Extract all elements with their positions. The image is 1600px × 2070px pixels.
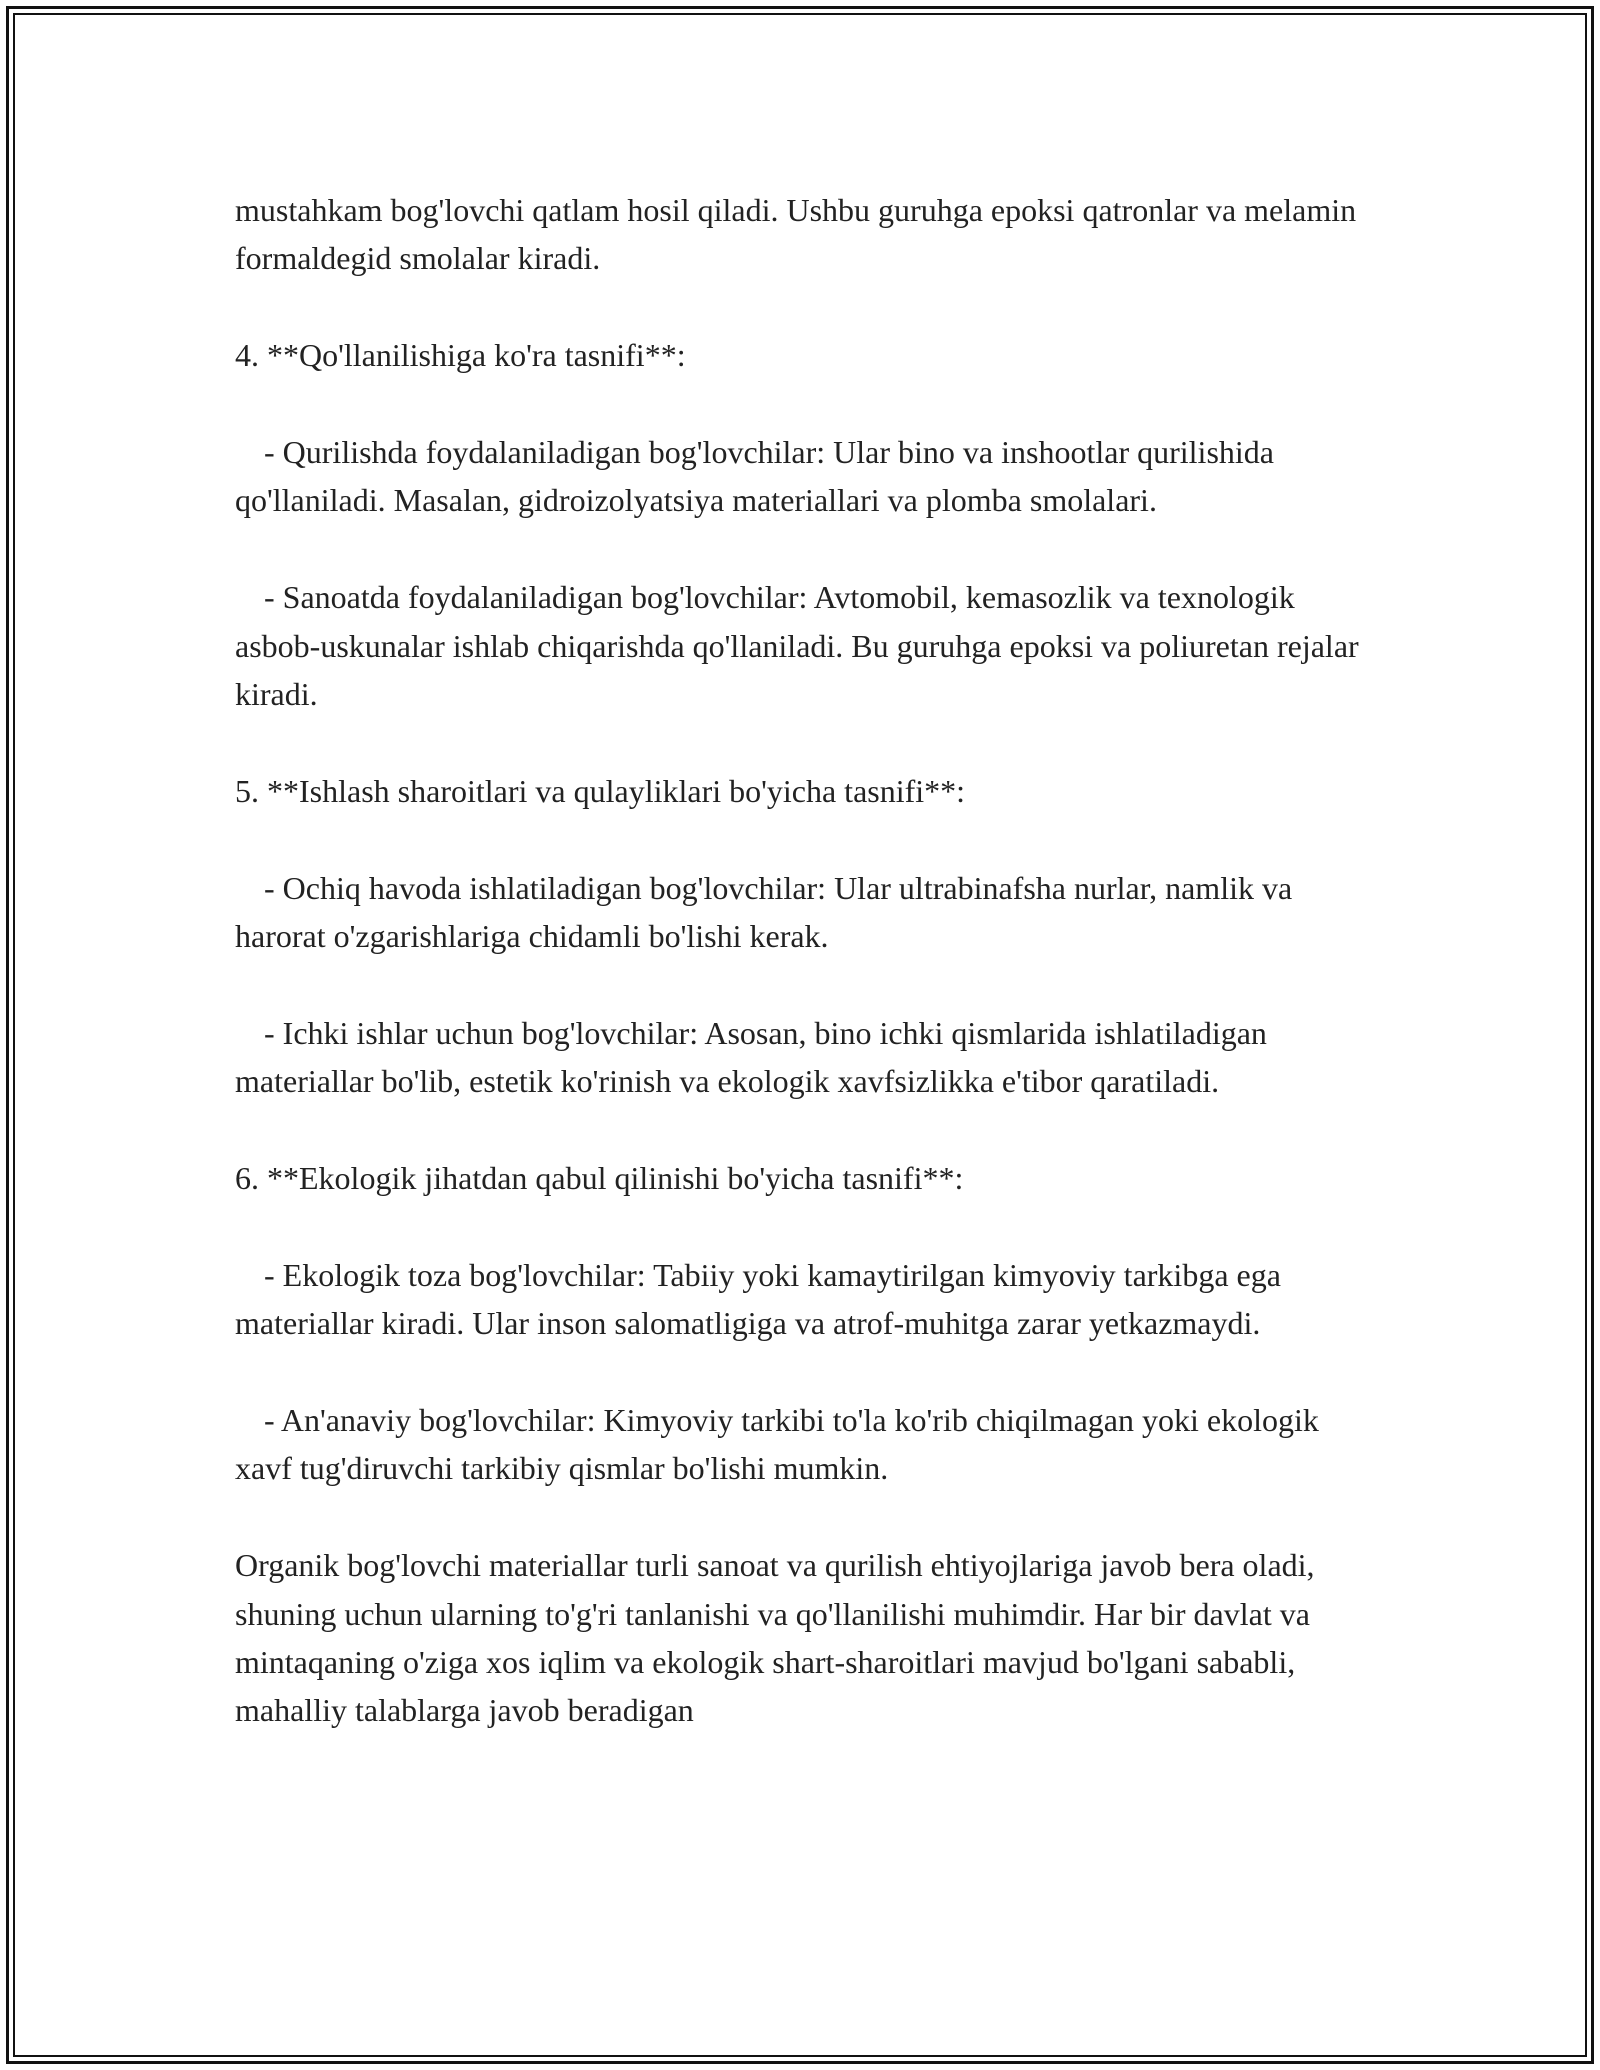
list-item-outdoor <box>235 864 1365 961</box>
list-item-industry <box>235 573 1365 718</box>
paragraph-continuation: mustahkam bog'lovchi qatlam hosil qiladi. Ushbu guruhga epoksi qatronlar va melamin formaldegid smolalar kiradi. <box>235 192 1365 277</box>
list-item-text: - Ochiq havoda ishlatiladigan bog'lovchilar: Ular ultrabinafsha nurlar, namlik va harorat o'zgarishlariga chidamli bo'lishi kerak. <box>235 869 1301 955</box>
section-heading-5: 5. **Ishlash sharoitlari va qulayliklari bo'yicha tasnifi**: <box>235 772 966 809</box>
list-item-eco-friendly <box>235 1251 1365 1348</box>
section-heading-4: 4. **Qo'llanilishiga ko'ra tasnifi**: <box>235 337 686 374</box>
list-item-indoor <box>235 1009 1365 1106</box>
list-item-text: - Sanoatda foydalaniladigan bog'lovchilar: Avtomobil, kemasozlik va texnologik asbob-uskunalar ishlab chiqarishda qo'llaniladi. Bu guruhga epoksi va poliuretan rejalar kiradi. <box>235 579 1367 713</box>
list-item-construction <box>235 428 1365 525</box>
document-body <box>235 186 1365 1735</box>
paragraph-conclusion: Organik bog'lovchi materiallar turli sanoat va qurilish ehtiyojlariga javob bera oladi, shuning uchun ularning to'g'ri tanlanishi va qo'llanilishi muhimdir. Har bir davlat va mintaqaning o'ziga xos iqlim va ekologik shart-sharoitlari mavjud bo'lgani sababli, mahalliy talablarga javob beradigan <box>235 1547 1323 1729</box>
list-item-traditional <box>235 1396 1365 1493</box>
section-heading-6: 6. **Ekologik jihatdan qabul qilinishi bo'yicha tasnifi**: <box>235 1160 964 1197</box>
list-item-text: - Ekologik toza bog'lovchilar: Tabiiy yoki kamaytirilgan kimyoviy tarkibga ega materiallar kiradi. Ular inson salomatligiga va atrof-muhitga zarar yetkazmaydi. <box>235 1256 1289 1342</box>
list-item-text: - Qurilishda foydalaniladigan bog'lovchilar: Ular bino va inshootlar qurilishida qo'llaniladi. Masalan, gidroizolyatsiya materiallari va plomba smolalari. <box>235 434 1282 519</box>
list-item-text: - An'anaviy bog'lovchilar: Kimyoviy tarkibi to'la ko'rib chiqilmagan yoki ekologik xavf tug'diruvchi tarkibiy qismlar bo'lishi mumkin. <box>235 1402 1327 1487</box>
list-item-text: - Ichki ishlar uchun bog'lovchilar: Asosan, bino ichki qismlarida ishlatiladigan materiallar bo'lib, estetik ko'rinish va ekologik xavfsizlikka e'tibor qaratiladi. <box>235 1014 1275 1100</box>
